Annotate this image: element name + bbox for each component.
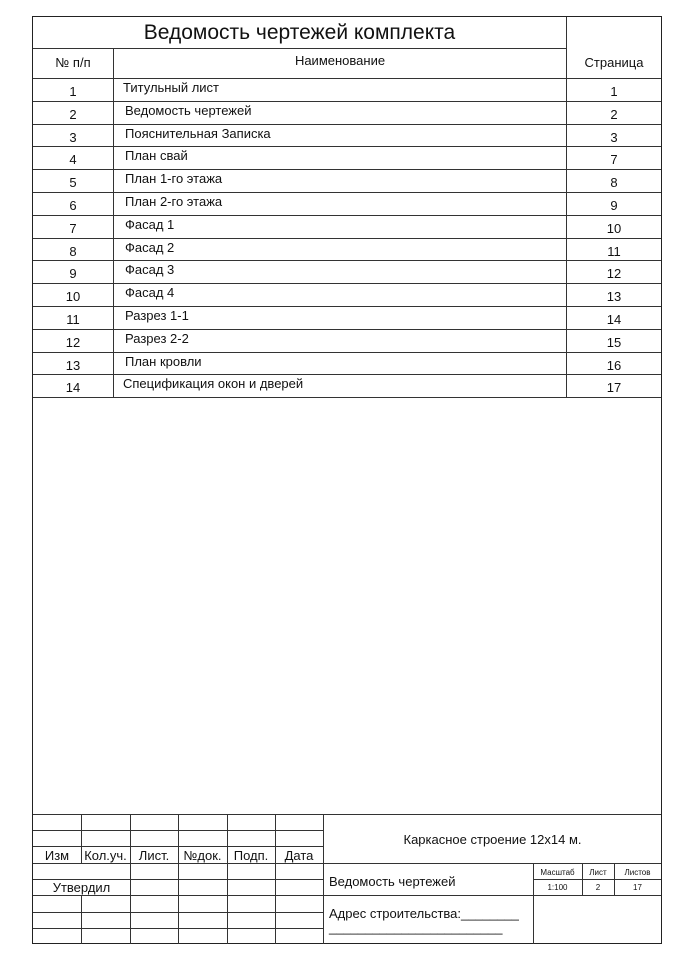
row-number: 6: [69, 198, 77, 213]
row-name: План 2-го этажа: [125, 194, 223, 209]
sheets-value: 17: [633, 883, 642, 892]
row-name: Спецификация окон и дверей: [123, 376, 304, 391]
row-number: 3: [69, 130, 77, 145]
stamp-right-line: [533, 879, 661, 880]
row-number: 12: [65, 335, 81, 350]
drawing-sheet: [32, 16, 662, 944]
row-name: Ведомость чертежей: [125, 103, 252, 118]
scale-value: 1:100: [547, 883, 568, 892]
stamp-col-line: [178, 814, 179, 944]
stamp-header-data: Дата: [284, 848, 314, 863]
sheet-name: Ведомость чертежей: [329, 874, 456, 889]
row-name: План кровли: [125, 354, 202, 369]
column-header-name: Наименование: [294, 53, 386, 68]
row-page: 8: [610, 175, 618, 190]
row-page: 2: [610, 107, 618, 122]
stamp-header-list: Лист.: [138, 848, 170, 863]
row-page: 1: [610, 84, 618, 99]
stamp-header-kol: Кол.уч.: [84, 848, 127, 863]
row-number: 13: [65, 358, 81, 373]
scale-label: Масштаб: [540, 868, 575, 877]
column-header-number: № п/п: [55, 55, 91, 70]
row-number: 7: [69, 221, 77, 236]
project-title: Каркасное строение 12x14 м.: [403, 832, 582, 847]
stamp-col-line: [81, 895, 82, 944]
row-page: 17: [606, 380, 622, 395]
row-number: 4: [69, 152, 77, 167]
approved-label: Утвердил: [52, 880, 111, 895]
row-name: Разрез 1-1: [125, 308, 189, 323]
address-line: ________________________: [329, 920, 503, 935]
row-name: Титульный лист: [123, 80, 220, 95]
stamp-col-line: [227, 814, 228, 944]
row-name: План свай: [125, 148, 188, 163]
row-name: Фасад 2: [125, 240, 175, 255]
row-page: 9: [610, 198, 618, 213]
stamp-header-izm: Изм: [44, 848, 70, 863]
stamp-header-doc: №док.: [183, 848, 222, 863]
address-label: Адрес строительства:________: [329, 906, 519, 921]
sheet-value: 2: [595, 883, 601, 892]
row-number: 2: [69, 107, 77, 122]
row-page: 11: [607, 244, 621, 259]
row-page: 12: [606, 266, 622, 281]
stamp-col-line: [130, 814, 131, 944]
document-title: Ведомость чертежей комплекта: [143, 21, 456, 44]
column-header-page: Страница: [584, 55, 644, 70]
row-page: 10: [606, 221, 622, 236]
row-name: Пояснительная Записка: [125, 126, 271, 141]
row-page: 15: [606, 335, 622, 350]
row-name: Фасад 1: [125, 217, 175, 232]
stamp-col-line: [275, 814, 276, 944]
row-name: Фасад 3: [125, 262, 175, 277]
row-page: 16: [606, 358, 622, 373]
row-number: 14: [65, 380, 81, 395]
row-number: 5: [69, 175, 77, 190]
sheet-label: Лист: [589, 868, 607, 877]
row-name: План 1-го этажа: [125, 171, 223, 186]
row-page: 3: [610, 130, 618, 145]
row-number: 9: [69, 266, 77, 281]
row-page: 13: [606, 289, 622, 304]
row-number: 1: [69, 84, 77, 99]
num-col-divider: [113, 48, 114, 398]
row-page: 7: [610, 152, 618, 167]
row-name: Разрез 2-2: [125, 331, 189, 346]
row-page: 14: [606, 312, 622, 327]
row-name: Фасад 4: [125, 285, 175, 300]
stamp-top-line: [33, 814, 661, 815]
row-number: 8: [69, 244, 77, 259]
sheets-label: Листов: [624, 868, 651, 877]
stamp-header-podp: Подп.: [233, 848, 269, 863]
row-number: 11: [66, 312, 80, 327]
row-number: 10: [65, 289, 81, 304]
